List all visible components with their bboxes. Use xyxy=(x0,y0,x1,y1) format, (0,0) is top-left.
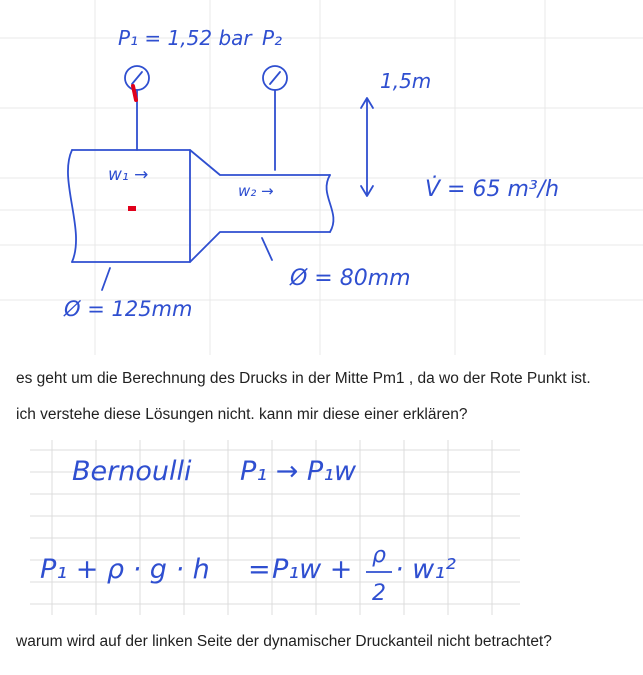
red-point-marker xyxy=(128,206,136,211)
p1-label: P₁ = 1,52 bar xyxy=(118,26,252,50)
fraction-denominator: 2 xyxy=(372,581,386,606)
equation-equals: = xyxy=(248,554,271,585)
equation-velocity-term: · w₁² xyxy=(395,554,456,585)
p2-label: P₂ xyxy=(262,26,283,50)
equation-lhs: P₁ + ρ · g · h xyxy=(40,554,210,585)
w1-label: w₁ → xyxy=(108,165,149,185)
flow-rate-label: V̇ = 65 m³/h xyxy=(425,177,560,202)
diameter-1-label: Ø = 125mm xyxy=(64,297,193,321)
solution-image xyxy=(0,440,643,620)
w2-label: w₂ → xyxy=(238,182,274,200)
bernoulli-title: Bernoulli xyxy=(72,456,192,487)
question-paragraph-3: warum wird auf der linken Seite der dynamischer Druckanteil nicht betrachtet? xyxy=(16,633,552,650)
question-paragraph-2: ich verstehe diese Lösungen nicht. kann mir diese einer erklären? xyxy=(16,406,468,423)
diameter-2-label: Ø = 80mm xyxy=(290,266,411,291)
bernoulli-heading: P₁ → P₁w xyxy=(240,456,357,487)
fraction-numerator: ρ xyxy=(372,543,386,568)
equation-rhs-pressure: P₁w + xyxy=(272,554,353,585)
question-paragraph-1: es geht um die Berechnung des Drucks in der Mitte Pm1 , da wo der Rote Punkt ist. xyxy=(16,370,591,387)
height-label: 1,5m xyxy=(380,69,432,93)
